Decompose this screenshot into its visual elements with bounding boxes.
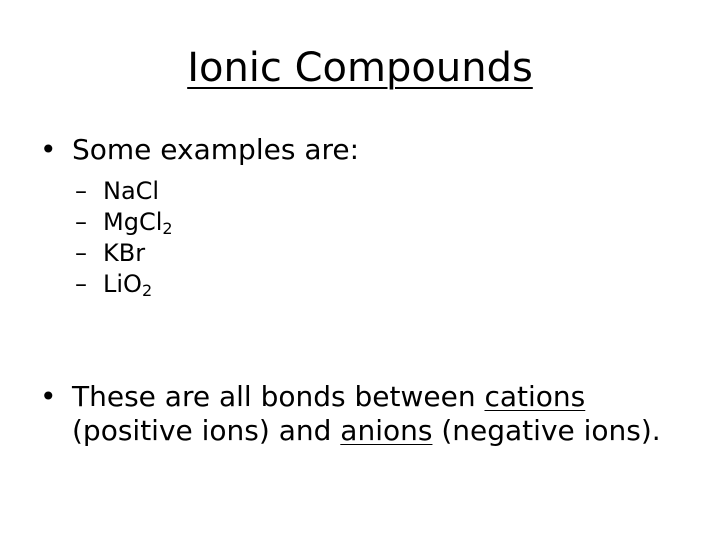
summary-part3: (negative ions). — [432, 414, 661, 447]
dash-marker: – — [75, 208, 87, 236]
bullet-summary — [40, 380, 690, 448]
slide-title — [0, 40, 720, 96]
summary-text — [72, 380, 690, 448]
dash-marker: – — [75, 177, 87, 205]
example-formula — [103, 176, 159, 206]
slide-title-text: Ionic Compounds — [187, 45, 533, 91]
example-formula — [103, 238, 145, 268]
cations-term: cations — [484, 380, 586, 413]
formula-subscript: 2 — [141, 281, 153, 300]
anions-term: anions — [340, 414, 433, 447]
example-item — [75, 269, 173, 299]
dash-marker: – — [75, 239, 87, 267]
bullet-marker: • — [40, 133, 57, 166]
formula-subscript: 2 — [162, 219, 173, 238]
example-formula — [103, 207, 173, 237]
example-formula — [103, 269, 152, 299]
example-item — [75, 176, 173, 206]
example-item — [75, 238, 173, 268]
dash-marker: – — [75, 270, 87, 298]
bullet-intro — [40, 133, 359, 167]
formula-main: KBr — [103, 239, 146, 267]
bullet-marker: • — [40, 380, 57, 413]
example-item — [75, 207, 173, 237]
formula-main: LiO — [103, 270, 142, 298]
examples-list — [75, 176, 173, 300]
summary-part2: (positive ions) and — [72, 414, 341, 447]
formula-main: NaCl — [103, 177, 160, 205]
formula-main: MgCl — [103, 208, 163, 236]
intro-text: Some examples are: — [72, 133, 360, 166]
summary-part1: These are all bonds between — [72, 380, 485, 413]
